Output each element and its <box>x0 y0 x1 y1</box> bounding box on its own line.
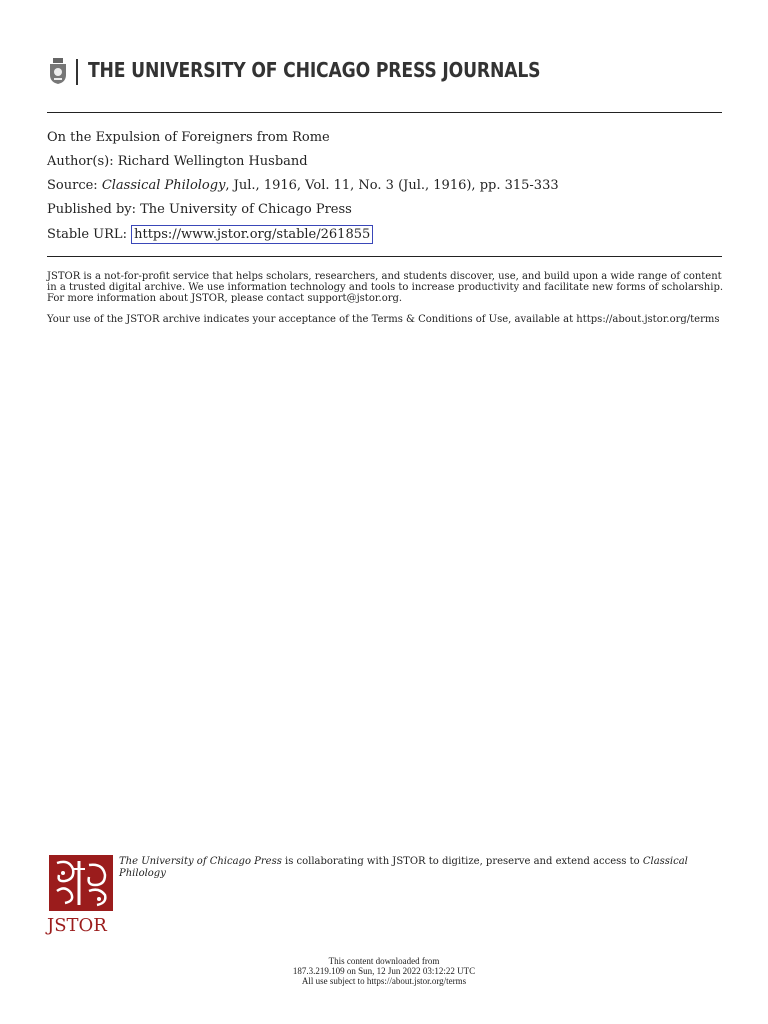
article-title-text: On the Expulsion of Foreigners from Rome <box>47 130 330 145</box>
collaboration-statement <box>119 856 719 880</box>
source-journal: Classical Philology <box>101 178 226 193</box>
publisher-name-suffix: JOURNALS <box>442 58 541 82</box>
footer-line-2: 187.3.219.109 on Sun, 12 Jun 2022 03:12:22 UTC <box>292 966 476 976</box>
author-line <box>47 154 308 169</box>
author-name: Richard Wellington Husband <box>117 154 308 169</box>
stable-url-line <box>47 225 373 244</box>
source-label: Source: <box>47 178 98 193</box>
published-label: Published by: <box>47 202 136 217</box>
header-divider <box>76 59 78 85</box>
jstor-emblem-icon <box>49 855 113 911</box>
stable-url-label: Stable URL: <box>47 227 127 242</box>
bottom-rule <box>47 256 722 257</box>
source-line <box>47 178 559 193</box>
collaboration-journal: Classical Philology <box>119 856 688 879</box>
publisher-name[interactable] <box>88 58 540 82</box>
footer-line-1: This content downloaded from <box>328 956 440 966</box>
terms-notice-paragraph: Your use of the JSTOR archive indicates your acceptance of the Terms & Conditions of Use, available at https://about.jstor.org/terms <box>47 314 720 325</box>
top-rule <box>47 112 722 113</box>
footer-line-3: All use subject to https://about.jstor.org/terms <box>301 976 467 986</box>
jstor-notice-paragraph: JSTOR is a not-for-profit service that helps scholars, researchers, and students discover, use, and build upon a wide range of content in a trusted digital archive. We use information technology and tools to increase productivity and facilitate new forms of scholarship. For more information about JSTOR, please contact support@jstor.org. <box>47 271 724 304</box>
publisher-name-main: THE UNIVERSITY OF CHICAGO PRESS <box>88 58 437 82</box>
university-seal-icon <box>48 57 68 85</box>
source-details: , Jul., 1916, Vol. 11, No. 3 (Jul., 1916), pp. 315-333 <box>225 178 559 193</box>
jstor-logo[interactable] <box>47 855 117 937</box>
jstor-logo-word: JSTOR <box>47 915 107 936</box>
collaboration-text: is collaborating with JSTOR to digitize, preserve and extend access to <box>281 856 643 867</box>
publisher-value: The University of Chicago Press <box>140 202 352 217</box>
publisher-header <box>48 57 728 87</box>
collaboration-press: The University of Chicago Press <box>119 856 282 867</box>
author-label: Author(s): <box>47 154 114 169</box>
jstor-emblem-graphic <box>49 855 113 911</box>
stable-url-link[interactable]: https://www.jstor.org/stable/261855 <box>131 225 373 244</box>
article-title <box>47 130 330 145</box>
publisher-line <box>47 202 352 217</box>
download-footer <box>0 956 768 986</box>
